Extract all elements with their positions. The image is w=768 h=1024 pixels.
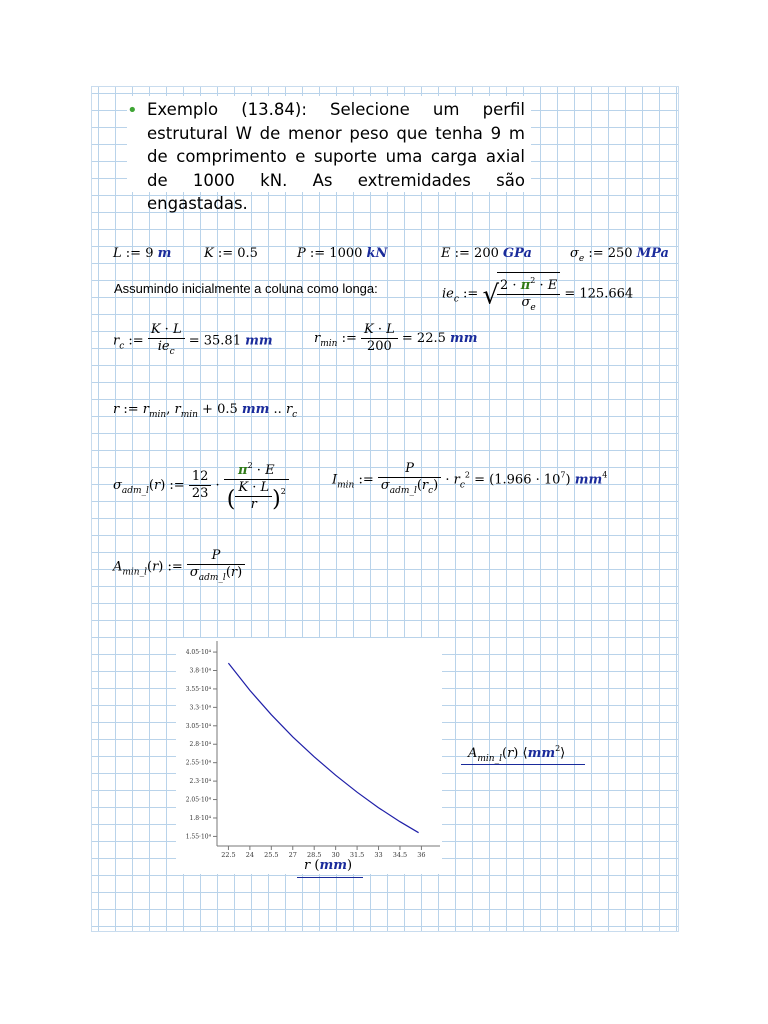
x-legend: r (mm) <box>304 858 353 873</box>
x-tick-label: 25.5 <box>264 851 279 859</box>
y-tick-label: 2.05·10⁴ <box>185 796 211 804</box>
x-legend-underline <box>297 877 363 878</box>
x-tick-label: 22.5 <box>221 851 236 859</box>
formula-A-min: $A_{min\_l}(r)$ := $\frac{P}{\sigma_{adm\_l}(r)}$ <box>113 548 245 586</box>
y-tick-label: 4.05·10⁴ <box>185 649 211 657</box>
plot-area <box>176 638 442 874</box>
x-tick-label: 31.5 <box>349 851 365 859</box>
def-K: K := 0.5 <box>204 246 258 261</box>
def-E: E := 200 GPa <box>441 246 532 261</box>
x-tick-label: 28.5 <box>306 851 322 859</box>
y-tick-label: 3.55·10⁴ <box>185 685 211 693</box>
formula-I-min: $I_{min}$ := $\frac{P}{\sigma_{adm\_l}(r_c)}$ · $r_c^2 = (1.966 \cdot 10^7)$ $mm^4$ <box>332 461 608 496</box>
x-tick-label: 30 <box>331 851 340 859</box>
formula-r-c: $r_c$ := $\frac{K \cdot L}{ie_c}$ = 35.81 mm <box>113 322 273 357</box>
range-variable-r: r := $r_{min}$, $r_{min} + 0.5$ mm .. $r_c$ <box>113 402 298 420</box>
formula-sigma-adm: $\sigma_{adm\_l}(r)$ := $\frac{12}{23}$ · $\pi^2 \cdot E$ ( $\frac{K \cdot L}{r}$ )$^2$ <box>113 458 289 513</box>
formula-r-min: $r_{min}$ := $\frac{K \cdot L}{200}$ = 22.5 mm <box>314 322 478 354</box>
sqrt-icon: √ <box>482 280 500 311</box>
y-tick-label: 2.3·10⁴ <box>189 778 211 786</box>
y-tick-label: 3.8·10⁴ <box>189 667 211 675</box>
x-tick-label: 33 <box>374 851 383 859</box>
def-sigma-e: $\sigma_e$ := 250 MPa <box>570 246 669 264</box>
x-tick-label: 36 <box>417 851 426 859</box>
y-legend: $A_{min\_l}(r)$ $⟨mm^2⟩$ <box>468 744 566 764</box>
def-L: L := 9 m <box>113 246 172 261</box>
y-tick-label: 1.8·10⁴ <box>189 814 211 822</box>
x-tick-label: 27 <box>288 851 297 859</box>
y-tick-label: 2.8·10⁴ <box>189 741 211 749</box>
y-tick-label: 1.55·10⁴ <box>185 833 211 841</box>
assumption-text: Assumindo inicialmente a coluna como longa: <box>114 281 378 296</box>
x-tick-label: 34.5 <box>392 851 408 859</box>
def-P: P := 1000 kN <box>297 246 388 261</box>
formula-ie-c: $ie_c$ := √ $\frac{2 \cdot \pi^2 \cdot E}{\sigma_e}$ = 125.664 <box>442 272 633 316</box>
x-tick-label: 24 <box>245 851 255 859</box>
bullet-icon: • <box>127 100 138 121</box>
y-legend-underline <box>461 764 585 765</box>
y-tick-label: 3.3·10⁴ <box>189 704 211 712</box>
y-tick-label: 3.05·10⁴ <box>185 722 211 730</box>
y-tick-label: 2.55·10⁴ <box>185 759 211 767</box>
problem-text: Exemplo (13.84): Selecione um perfil estrutural W de menor peso que tenha 9 m de comprimento e suporte uma carga axial de 1000 kN. As extremidades são engastadas. <box>147 100 525 213</box>
